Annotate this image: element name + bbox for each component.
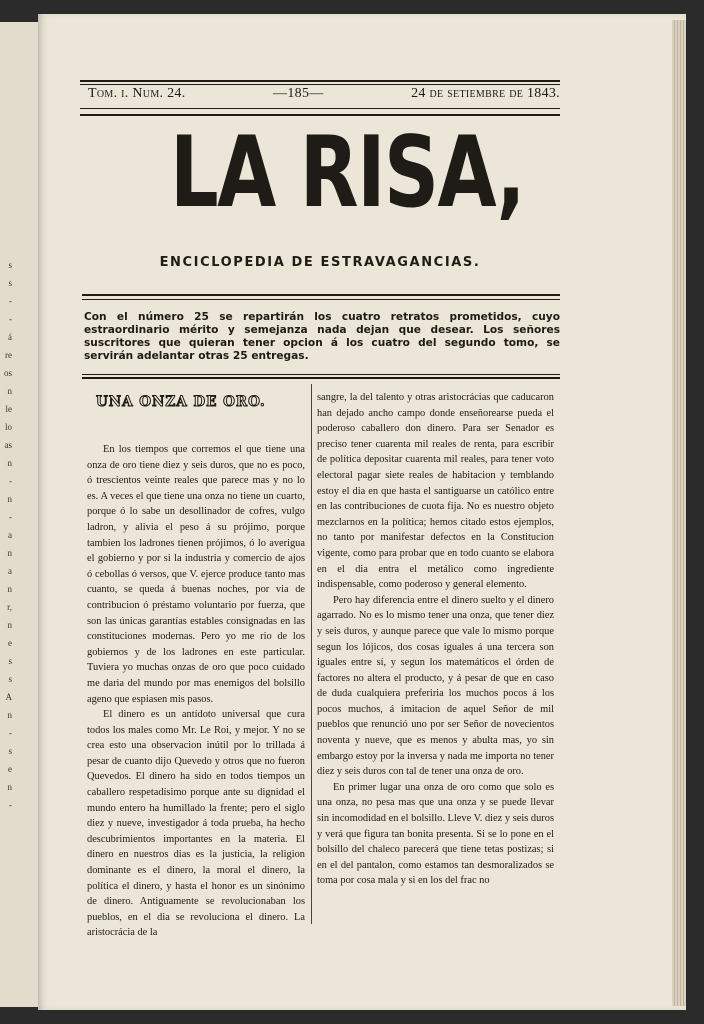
newspaper-title: LA RISA,: [170, 116, 524, 230]
facing-page-fragment: as: [4, 440, 12, 450]
facing-page-fragment: e: [8, 638, 12, 648]
facing-page-fragment: n: [7, 458, 12, 468]
facing-page-fragment: a: [8, 566, 12, 576]
top-rule-thin: [80, 84, 560, 85]
article-paragraph: El dinero es un antídoto universal que cura todos los males como Mr. Le Roi, y mejor. Y no se crea esto una observacion inútil por lo trillada á pesar de cuanto dijo Quevedo y otros que no fueron Quevedos. El dinero ha sido en todos tiempos un caballero respetadísimo porque ante su dignidad el mundo entero ha humillado la frente; pero el siglo diez y nueve, investigador á toda prueba, ha hecho descubrimientos importantes en la materia. El dinero en nuestros dias es la justicia, la religion dominante es el dinero, la moral el dinero, la política el dinero, y hasta el honor es un sinónimo de dinero. Antiguamente se revolucionaban los pueblos, en el dia se revoluciona el dinero. La aristocrácia de la: [87, 709, 305, 939]
notice-bottom-rule-thick: [82, 377, 560, 379]
page-stack-edge: [672, 20, 686, 1006]
article-column-left: [87, 442, 305, 941]
facing-page-fragment: re: [5, 350, 12, 360]
facing-page-fragment: -: [9, 296, 12, 306]
facing-page-fragment: n: [7, 548, 12, 558]
facing-page-fragment: -: [9, 476, 12, 486]
article-title: UNA ONZA DE ORO.: [96, 394, 266, 410]
top-rule-double: [80, 80, 560, 82]
facing-page-fragment: e: [8, 764, 12, 774]
facing-page-fragment: s: [8, 656, 12, 666]
facing-page-fragment: n: [7, 782, 12, 792]
subscriber-notice: Con el número 25 se repartirán los cuatro retratos prometidos, cuyo estraordinario mérito y semejanza nada dejan que desear. Los señores suscritores que quieran tener opcion á los cuatro del segundo tomo, se servirán adelantar otras 25 entregas.: [84, 311, 560, 362]
facing-page-fragment: -: [9, 728, 12, 738]
facing-page-fragment: le: [5, 404, 12, 414]
article-column-right: [317, 390, 554, 889]
facing-page-fragment: n: [7, 584, 12, 594]
volume-number: Tom. i. Num. 24.: [88, 86, 186, 101]
facing-page-fragment: n: [7, 620, 12, 630]
facing-page-fragment: s: [8, 278, 12, 288]
article-paragraph: En primer lugar una onza de oro como que solo es una onza, no pesa mas que una onza y se puede llevar sin incomodidad en el bolsillo. Lleve V. diez y seis duros y verá que figura tan bonita presenta. Si se lo pone en el bolsillo del chaleco parecerá que tiene tetas postizas; si en el del pantalon, como estamos tan desmoralizados se toma por cosa mala y si en los del frac no: [317, 781, 554, 887]
notice-top-rule-thin: [82, 299, 560, 300]
facing-page-fragment: -: [9, 512, 12, 522]
facing-page-fragment: lo: [4, 422, 12, 432]
facing-page-edge: [0, 22, 42, 1007]
facing-page-fragment: r,: [7, 602, 12, 612]
notice-top-rule: [82, 294, 560, 296]
facing-page-fragment: a: [8, 530, 12, 540]
facing-page-fragment: n: [7, 710, 12, 720]
notice-bottom-rule: [82, 374, 560, 375]
page-number: —185—: [273, 86, 324, 101]
newspaper-subtitle: ENCICLOPEDIA DE ESTRAVAGANCIAS.: [159, 255, 481, 270]
facing-page-fragment: s: [8, 260, 12, 270]
article-paragraph: En los tiempos que corremos el que tiene una onza de oro tiene diez y seis duros, que no es poco, ó trescientos veinte reales que parece mas y no lo es. A veces el que tiene una onza no tiene un cuarto, porque ó lo sabe un desollinador de cofres, vulgo ladron, y alivia el peso á su prójimo, porque tambien los ladrones tienen prójimos, ó lo averigua el gobierno y por si la industria y comercio de ajos ó cebollas ó versos, que V. ejerce produce tanto mas cuanto, se queda á buenas noches, por via de contribucion ó préstamo voluntario por fuerza, que son las únicas garantías estables consignadas en las constituciones modernas. Pero yo me rio de los gobiernos y de los ladrones en este particular. Tuviera yo muchas onzas de oro que poco cuidado me daria del mundo por mas enemigos del bolsillo ageno que espiasen mis pasos.: [87, 444, 305, 705]
column-separator: [311, 384, 312, 924]
article-paragraph: Pero hay diferencia entre el dinero suelto y el dinero agarrado. No es lo mismo tener una onza, que tener diez y seis duros, y aunque parece que vale lo mismo porque segun los lójicos, dos cosas iguales á una tercera son iguales entre sí, y segun los matemáticos el órden de factores no altera el producto, y á pesar de que en caso de duda cualquiera preferiria los muchos pocos á los pocos muchos, á imitacion de aquel Señor de mil pueblos que renunció uno por ser Señor de novecientos noventa y nueve, que es menos y abulta mas, yo sin embargo estoy por la inversa y nada me importa no tener diez y seis duros con tal de tener una onza de oro.: [317, 594, 554, 778]
masthead-bottom-rule: [80, 108, 560, 109]
facing-page-fragment: os: [3, 368, 12, 378]
facing-page-fragment: s: [8, 746, 12, 756]
facing-page-fragment: á: [8, 332, 12, 342]
facing-page-fragment: s: [8, 674, 12, 684]
facing-page-fragment: n: [7, 494, 12, 504]
masthead-line: [88, 86, 560, 102]
facing-page-fragment: A: [5, 692, 12, 702]
facing-page-fragment: -: [9, 314, 12, 324]
facing-page-fragment: n: [7, 386, 12, 396]
issue-date: 24 de setiembre de 1843.: [411, 86, 560, 101]
facing-page-fragment: -: [9, 800, 12, 810]
article-paragraph: sangre, la del talento y otras aristocrácias que caducaron han dejado ancho campo donde enseñorearse pueda el poderoso caballero don dinero. Para ser Senador es preciso tener cuarenta mil reales de renta, para escribir de política depositar cuarenta mil reales, para tener voto electoral pagar siete reales de habitacion y temblando estoy el dia en que hasta el santiguarse un católico entre en las contribuciones de cuota fija. No es nuestro objeto mezclarnos en la política; hemos citado estos ejemplos, no tanto por manifestar defectos en la Constitucion vigente, como para probar que en todo cuanto se elabora en el dia entra el metálico como ingrediente indispensable, como poderoso y general elemento.: [317, 392, 554, 591]
